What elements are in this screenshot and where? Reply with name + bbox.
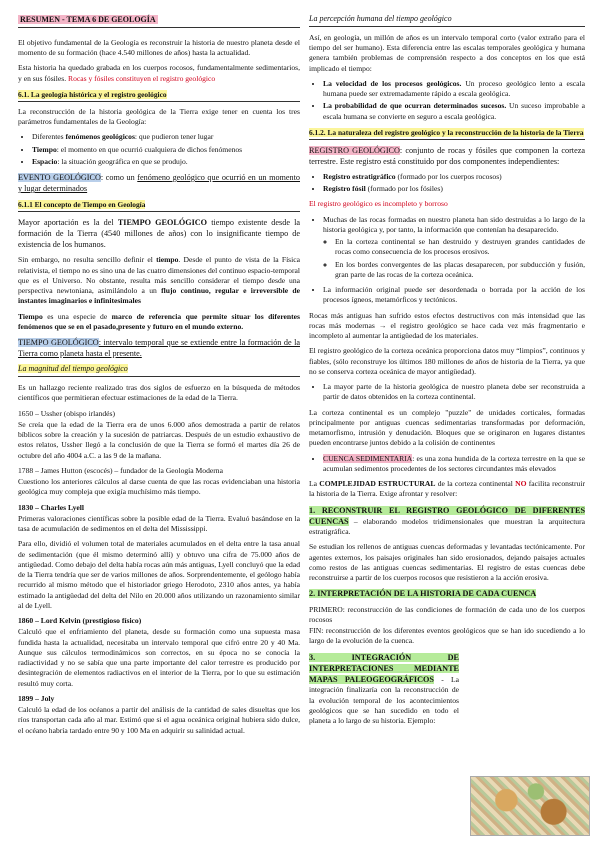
kelvin-paragraph: Calculó que el enfriamiento del planeta, desde su formación como una supuesta masa fundida hasta la actualidad, necesitaba un intervalo temporal que cifró entre 20 y 40 Ma. Aunque sus cálculos termodinámicos son correctos, en su época no se conocía la radiactividad y no se sabía que una parte importante del calor terrestre es producido por desintegración de elementos radiactivos en el interior de la Tierra, por lo que su estimación resultó muy corta. xyxy=(18,627,300,688)
evento-definition: EVENTO GEOLÓGICO: como un fenómeno geológico que ocurrió en un momento y lugar determinados xyxy=(18,173,300,194)
integracion-heading: 3. INTEGRACIÓN DE INTERPRETACIONES MEDIANTE MAPAS PALEOGEOGRÁFICOS - La integración finalizaría con la reconstrucción de la evolución temporal de los acontecimientos geológicos que se han sucedido en todo el planeta a lo largo de su historia. Ejemplo: xyxy=(309,652,459,726)
list-item: ◦ En los bordes convergentes de las placas desaparecen, por subducción y fusión, gran parte de las rocas de la corteza oceánica. xyxy=(335,260,585,281)
list-item: • La probabilidad de que ocurran determinados sucesos. Un suceso improbable a escala humana se convierte en seguro a escala geológica. xyxy=(323,101,585,122)
percepcion-paragraph: Así, en geología, un millón de años es un intervalo temporal corto (valor extraño para el tiempo del ser humano). Esta diferencia entre las escalas temporales geológica y humana genera también problemas de comprensión respecto a dos conceptos en los que está implicado el tiempo: xyxy=(309,32,585,73)
tiempo-geologico-definition: TIEMPO GEOLÓGICO: intervalo temporal que se extiende entre la formación de la Tierra como planeta hasta el presente. xyxy=(18,338,300,359)
percepcion-heading: La percepción humana del tiempo geológico xyxy=(309,14,585,27)
joly-paragraph: Calculó la edad de los océanos a partir del análisis de la cantidad de sales disueltas que los ríos transportan cada año al mar. Estimó que si el agua oceánica original hubiera sido dulce, el océano habría tardado entre 90 y 100 Ma en adquirir su salinidad actual. xyxy=(18,705,300,735)
list-item: • La mayor parte de la historia geológica de nuestro planeta debe ser reconstruida a partir de datos obtenidos en la corteza continental. xyxy=(323,382,585,403)
cuenca-list xyxy=(309,454,585,475)
corteza-continental-paragraph: La corteza continental es un complejo "puzzle" de unidades corticales, formadas principalmente por antiguas cuencas sedimentarias transformadas por deformación, metamorfismo, intrusión y denudación. Bloques que se originaron en lugares distantes pueden encontrarse juntos debido a la colisión de continentes xyxy=(309,407,585,448)
percepcion-list xyxy=(309,79,585,122)
page-title: RESUMEN - TEMA 6 DE GEOLOGÍA xyxy=(18,14,300,28)
list-item: • CUENCA SEDIMENTARIA: es una zona hundida de la corteza terrestre en la que se acumulan sedimentos procedentes de los sectores circundantes más elevados xyxy=(323,454,585,475)
params-intro: La reconstrucción de la historia geológica de la Tierra exige tener en cuenta los tres parámetros fundamentales de la Geología: xyxy=(18,106,300,127)
joly-heading: 1899 – Joly xyxy=(18,693,55,703)
section-6-1-1: 6.1.1 El concepto de Tiempo en Geología xyxy=(18,200,300,212)
list-item: • Registro fósil (formado por los fósiles) xyxy=(323,184,585,194)
interpretacion-fin: FIN: reconstrucción de los diferentes eventos geológicos que se han ido sucediendo a lo largo de la evolución de la cuenca. xyxy=(309,626,585,646)
intro-paragraph: El objetivo fundamental de la Geología es reconstruir la historia de nuestro planeta desde el momento de su formación (hace 4.540 millones de años) hasta la actualidad. xyxy=(18,37,300,58)
list-item: ◦ En la corteza continental se han destruido y destruyen grandes cantidades de rocas como consecuencia de los procesos erosivos. xyxy=(335,237,585,258)
hutton-paragraph: Cuestiono los anteriores cálculos al darse cuenta de que las rocas evidenciaban una historia geológica muy compleja que exigía muchísimo más tiempo. xyxy=(18,477,300,497)
magnitud-paragraph: Es un hallazgo reciente realizado tras dos siglos de esfuerzo en la búsqueda de métodos científicos que permitieran efectuar estimaciones de la edad de la Tierra. xyxy=(18,383,300,403)
reconstruir-paragraph: Se estudian los rellenos de antiguas cuencas deformadas y levantadas tectónicamente. Por agentes externos, los paisajes originales han sido erosionados, dejando paisajes actuales como restos de las antiguas cuencas sedimentarias. El registro de estas cuencas debe reconstruirse a partir de los cuerpos rocosos que resistieron a la acción erosiva. xyxy=(309,542,585,583)
lyell-paragraph: Primeras valoraciones científicas sobre la posible edad de la Tierra. Evaluó basándose en la tasa de acumulación de sedimentos en el delta del Mississippi. xyxy=(18,513,300,533)
list-item: • Muchas de las rocas formadas en nuestro planeta han sido destruidas a lo largo de la historia geológica y, por tanto, la información que contenían ha desaparecido. ◦ En la corteza continental se han destruido y destruyen grandes cantidades de rocas como consecuencia de los procesos erosivos. ◦ En los bordes convergentes de las placas desaparecen, por subducción y fusión, gran parte de las rocas de la corteza oceánica. xyxy=(323,215,585,281)
intro-paragraph-2: Esta historia ha quedado grabada en los cuerpos rocosos, fundamentalmente sedimentarios, y en sus fósiles. Rocas y fósiles constituyen el registro geológico xyxy=(18,63,300,83)
list-item: • Registro estratigráfico (formado por los cuerpos rocosos) xyxy=(323,172,585,182)
list-item: • Espacio: la situación geográfica en que se produjo. xyxy=(32,157,300,167)
list-item: • La información original puede ser desordenada o borrada por la acción de los procesos ígneos, metamórficos y tectónicos. xyxy=(323,285,585,306)
ussher-paragraph: Se creía que la edad de la Tierra era de unos 6.000 años demostrada a partir de relatos bíblicos sobre la creación y la sucesión de patriarcas. Después de un estudio exhaustivo de estos relatos, Ussher llegó a la conclusión de que la Tierra se formó el martes día 26 de octubre del año 4004 a.C. a las 9 de la mañana. xyxy=(18,419,300,460)
tiempo-marco-paragraph: Tiempo es una especie de marco de referencia que permite situar los diferentes fenómenos que se en el pasado,presente y futuro en el mundo externo. xyxy=(18,311,300,331)
rocas-antiguas-paragraph: Rocas más antiguas han sufrido estos efectos destructivos con más intensidad que las rocas más modernas → el registro geológico se hace cada vez más fragmentario e incompleto al aumentar la antigüedad de los materiales. xyxy=(309,310,585,341)
section-6-1: 6.1. La geología histórica y el registro geológico xyxy=(18,90,300,102)
complejidad-paragraph: La COMPLEJIDAD ESTRUCTURAL de la corteza continental NO facilita reconstruir la historia de la Tierra. Exige afrontar y resolver: xyxy=(309,479,585,499)
section-6-1-2: 6.1.2. La naturaleza del registro geológico y la reconstrucción de la historia de la Tierra xyxy=(309,128,585,140)
interpretacion-primero: PRIMERO: reconstrucción de las condiciones de formación de cada uno de los cuerpos rocosos xyxy=(309,604,585,624)
corteza-list xyxy=(309,382,585,403)
lyell-heading: 1830 – Charles Lyell xyxy=(18,502,85,512)
interpretacion-heading: 2. INTERPRETACIÓN DE LA HISTORIA DE CADA CUENCA xyxy=(309,589,537,599)
left-column xyxy=(18,14,300,741)
lyell-paragraph-2: Para ello, dividió el volumen total de materiales acumulados en el delta entre la tasa anual de sedimentación (que él mismo determinó allí) y obtuvo una cifra de 75.000 años de antigüedad. Como debajo del delta había rocas aún más antiguas, Lyell concluyó que la edad de la Tierra tendría que ser de varios millones de años. Sorprendentemente, el geólogo había recurrido al mismo método que el historiador griego Herodoto, 2310 años antes, ya había estimado la antigüedad del delta del Nilo en 20.000 años utilizando un razonamiento similar al de Lyell. xyxy=(18,539,300,610)
incompleto-heading: El registro geológico es incompleto y borroso xyxy=(309,199,448,209)
reconstruir-heading: 1. RECONSTRUIR EL REGISTRO GEOLÓGICO DE DIFERENTES CUENCAS – elaborando modelos tridimensionales que muestran la arquitectura estratigráfica. xyxy=(309,505,585,537)
ussher-heading: 1650 – Ussher (obispo irlandés) xyxy=(18,408,116,418)
hutton-heading: 1788 – James Hutton (escocés) – fundador de la Geología Moderna xyxy=(18,465,223,475)
registro-definition: REGISTRO GEOLÓGICO: conjunto de rocas y fósiles que componen la corteza terrestre. Este registro está constituido por dos componentes independientes: xyxy=(309,145,585,166)
registro-list xyxy=(309,172,585,195)
paleogeographic-map-thumbnail xyxy=(470,776,590,836)
corteza-oceanica-paragraph: El registro geológico de la corteza oceánica proporciona datos muy “limpios”, continuos y fiables, (sólo reconstruye los últimos 180 millones de años de historia de la Tierra, ya que no se conserva corteza oceánica de mayor antigüedad). xyxy=(309,346,585,376)
list-item: • Diferentes fenómenos geológicos: que pudieron tener lugar xyxy=(32,132,300,142)
magnitud-heading: La magnitud del tiempo geológico xyxy=(18,364,300,377)
tiempo-def-paragraph: Sin embargo, no resulta sencillo definir el tiempo. Desde el punto de vista de la Física relativista, el tiempo no es sino una de las cuatro dimensiones del continuo espacio-temporal que es el Universo. No obstante, resulta más sencillo considerar el tiempo desde una perspectiva newtoniana, asimilándolo a un flujo continuo, regular e irreversible de instantes imaginarios e infinitesimales xyxy=(18,255,301,306)
incompleto-list xyxy=(309,215,585,306)
params-list xyxy=(18,132,300,167)
list-item: • La velocidad de los procesos geológicos. Un proceso geológico lento a escala humana puede ser extremadamente rápido a escala geológica. xyxy=(323,79,585,100)
right-column xyxy=(309,14,585,731)
kelvin-heading: 1860 – Lord Kelvin (prestigioso físico) xyxy=(18,616,142,625)
list-item: • Tiempo: el momento en que ocurrió cualquiera de dichos fenómenos xyxy=(32,145,300,155)
tiempo-paragraph: Mayor aportación es la del TIEMPO GEOLÓGICO tiempo existente desde la formación de la Tierra (4540 millones de años) con lo insignificante tiempo de existencia de los humanos. xyxy=(18,218,300,250)
